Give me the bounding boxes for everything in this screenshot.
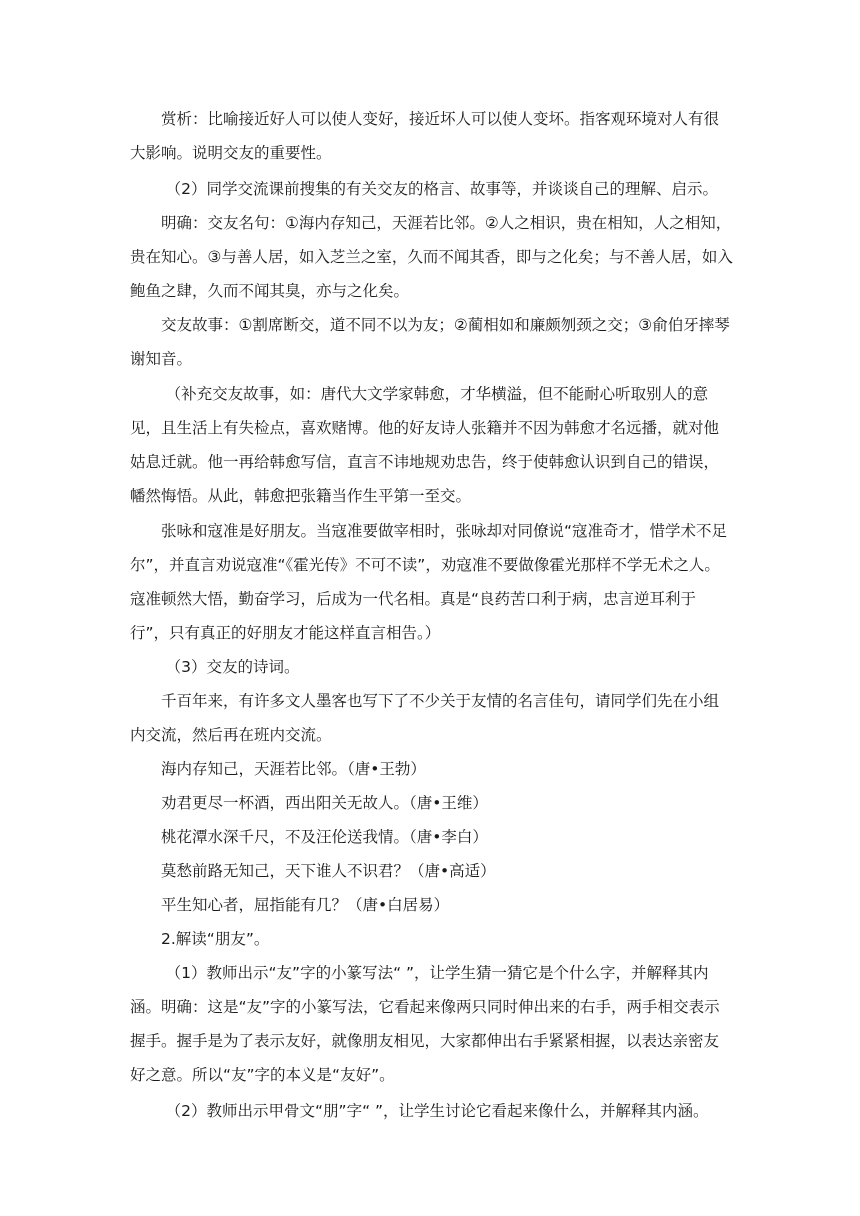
paragraph-poems-heading: （3）交友的诗词。	[165, 658, 300, 676]
paragraph-you-character-explanation: 明确：这是“友”字的小篆写法，它看起来像两只同时伸出来的右手，两手相交表示握手。握手是为了表示友好，就像朋友相见，大家都伸出右手紧紧相握，以表达亲密友好之意。所以“友”字的本义是“友好”。	[130, 998, 720, 1084]
paragraph-peng-character-prompt: （2）教师出示甲骨文“朋”字“ ”，让学生讨论它看起来像什么，并解释其内涵。	[165, 1102, 709, 1120]
poem-line-bai-juyi: 平生知心者，屈指能有几？（唐•白居易）	[161, 896, 450, 914]
paragraph-exchange-prompt: （2）同学交流课前搜集的有关交友的格言、故事等，并谈谈自己的理解、启示。	[165, 180, 719, 198]
paragraph-friendship-quotes: 明确：交友名句：①海内存知己，天涯若比邻。②人之相识，贵在相知，人之相知，贵在知心。③与善人居，如入芝兰之室，久而不闻其香，即与之化矣；与不善人居，如入鲍鱼之肆，久而不闻其臭，亦与之化矣。	[130, 214, 733, 300]
paragraph-you-character-prompt: （1）教师出示“友”字的小篆写法“ ”，让学生猜一猜它是个什么字，并解释其内涵。	[130, 964, 709, 1016]
poem-line-gao-shi: 莫愁前路无知己，天下谁人不识君？（唐•高适）	[161, 862, 496, 880]
section-heading-interpret-friend: 2.解读“朋友”。	[161, 930, 270, 948]
paragraph-friendship-stories: 交友故事：①割席断交，道不同不以为友；②蔺相如和廉颇刎颈之交；③俞伯牙摔琴谢知音。	[130, 316, 730, 368]
poem-line-wang-wei: 劝君更尽一杯酒，西出阳关无故人。（唐•王维）	[161, 794, 488, 812]
paragraph-poems-intro: 千百年来，有许多文人墨客也写下了不少关于友情的名言佳句，请同学们先在小组内交流，然后再在班内交流。	[130, 692, 720, 744]
paragraph-han-yu-story: （补充交友故事，如：唐代大文学家韩愈，才华横溢，但不能耐心听取别人的意见，且生活上有失检点，喜欢赌博。他的好友诗人张籍并不因为韩愈才名远播，就对他姑息迁就。他一再给韩愈写信，直言不讳地规劝忠告，终于使韩愈认识到自己的错误，幡然悔悟。从此，韩愈把张籍当作生平第一至交。	[130, 385, 720, 505]
paragraph-appreciation: 赏析：比喻接近好人可以使人变好，接近坏人可以使人变坏。指客观环境对人有很大影响。说明交友的重要性。	[130, 110, 720, 162]
poem-line-wang-bo: 海内存知己，天涯若比邻。（唐•王勃）	[161, 760, 426, 778]
paragraph-zhang-yong-story: 张咏和寇准是好朋友。当寇准要做宰相时，张咏却对同僚说“寇准奇才，惜学术不足尔”，并直言劝说寇准“《霍光传》不可不读”，劝寇准不要做像霍光那样不学无术之人。寇准顿然大悟，勤奋学习，后成为一代名相。真是“良药苦口利于病，忠言逆耳利于行”，只有真正的好朋友才能这样直言相告。）	[130, 522, 728, 642]
poem-line-li-bai: 桃花潭水深千尺，不及汪伦送我情。（唐•李白）	[161, 828, 488, 846]
